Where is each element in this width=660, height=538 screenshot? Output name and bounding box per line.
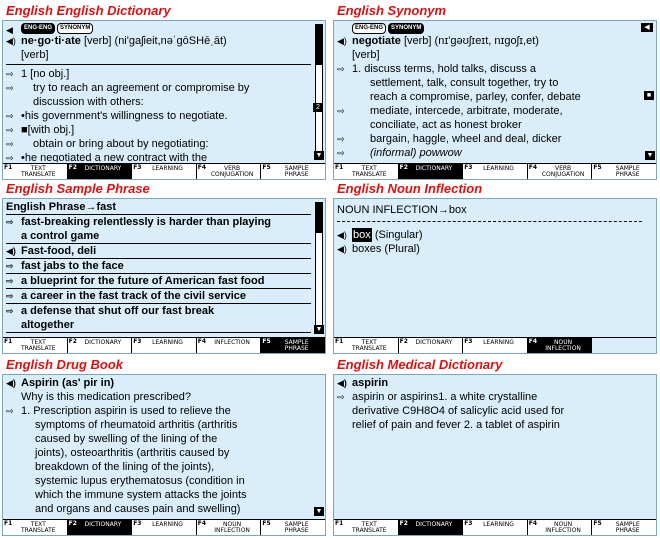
fkey-dictionary[interactable]: F2 DICTIONARY — [399, 164, 464, 179]
scrollbar[interactable] — [315, 24, 323, 159]
fkey-empty — [592, 338, 656, 353]
medical-headword: aspirin — [352, 377, 389, 389]
medical-line: relief of pain and fever 2. a tablet of aspirin — [352, 419, 560, 431]
plural-label: (Plural) — [384, 243, 420, 255]
sub-pos: [verb] — [352, 49, 380, 61]
drug-line: and organs and causes pain and swelling) — [35, 503, 241, 515]
part-of-speech: [verb] — [83, 35, 112, 47]
fkey-learning[interactable]: F3 LEARNING — [132, 520, 197, 535]
drug-line: joints), osteoarthritis (arthritis caused by — [35, 447, 230, 459]
pronunciation: (nɪ'gəʊʃɪeɪt, nɪgoʃɪ,et) — [434, 35, 539, 47]
singular-word[interactable]: box — [353, 229, 371, 241]
synonym-line: reach a compromise, parley, confer, debate — [370, 91, 581, 103]
drug-line: caused by swelling of the lining of the — [35, 433, 218, 445]
def-line: obtain or bring about by negotiating: — [33, 138, 209, 150]
read-icon[interactable]: ⇨ — [6, 153, 14, 162]
fkey-learning[interactable]: F3 LEARNING — [463, 164, 528, 179]
def-line: discussion with others: — [33, 96, 144, 108]
example-line: he negotiated a new contract with the — [24, 152, 208, 162]
read-icon[interactable]: ⇨ — [6, 291, 14, 301]
speaker-icon[interactable]: ◀) — [6, 378, 16, 388]
device-screen — [2, 198, 326, 354]
synonym-line: mediate, intercede, arbitrate, moderate, — [370, 105, 563, 117]
read-icon[interactable]: ⇨ — [337, 64, 345, 74]
phrase-item[interactable]: a blueprint for the future of American fast food — [21, 275, 265, 287]
speaker-icon[interactable]: ◀) — [6, 246, 16, 256]
fkey-learning[interactable]: F3 LEARNING — [463, 338, 528, 353]
fkey-learning[interactable]: F3 LEARNING — [132, 338, 197, 353]
synonym-line: settlement, talk, consult together, try to — [370, 77, 559, 89]
back-icon[interactable]: ◀ — [6, 25, 13, 35]
panel-english-synonym — [333, 2, 657, 180]
phrase-item[interactable]: a control game — [21, 230, 100, 242]
synonym-line: 1. discuss terms, hold talks, discuss a — [352, 63, 537, 75]
drug-headword: Aspirin (as' pir in) — [21, 377, 115, 389]
read-icon[interactable]: ⇨ — [6, 261, 14, 271]
function-key-bar — [334, 519, 656, 535]
drug-question: Why is this medication prescribed? — [21, 391, 191, 403]
part-of-speech: [verb] — [403, 35, 432, 47]
phrase-item[interactable]: fast jabs to the face — [21, 260, 124, 272]
def-line: [with obj.] — [27, 124, 75, 136]
speaker-icon[interactable]: ◀) — [6, 36, 16, 46]
scroll-down-icon[interactable]: ▼ — [315, 152, 323, 159]
scroll-down-icon[interactable]: ▼ — [315, 508, 323, 515]
speaker-icon[interactable]: ◀) — [337, 378, 347, 388]
device-screen — [333, 198, 657, 354]
headword: ne·go·ti·ate — [21, 35, 81, 47]
panel-english-medical-dictionary — [333, 356, 657, 536]
read-icon[interactable]: ⇨ — [337, 134, 345, 144]
panel-english-drug-book — [2, 356, 326, 536]
fkey-dictionary[interactable]: F2 DICTIONARY — [399, 520, 464, 535]
fkey-noun-inflection[interactable]: F4 NOUN INFLECTION — [197, 520, 262, 535]
panel-english-noun-inflection — [333, 180, 657, 354]
read-icon[interactable]: ⇨ — [337, 148, 345, 158]
panel-title: English Noun Inflection — [337, 181, 483, 196]
function-key-bar — [334, 337, 656, 353]
inflection-header: NOUN INFLECTION→box — [337, 204, 467, 216]
fkey-noun-inflection[interactable]: F4 NOUN INFLECTION — [528, 338, 593, 353]
fkey-sample-phrase[interactable]: F5 SAMPLE PHRASE — [593, 164, 640, 178]
read-icon[interactable]: ⇨ — [6, 111, 14, 121]
read-icon[interactable]: ⇨ — [6, 276, 14, 286]
scrollbar[interactable] — [315, 202, 323, 333]
fkey-dictionary[interactable]: F2 DICTIONARY — [68, 520, 133, 535]
device-screen: ◀ ENG-ENG SYNONYM ◀) ne·go·ti·ate [verb] (ni'gaʃieit,nəˈgōSHēˌāt) [verb] ⇨ 1 [no obj.] ⇨ try to reach an agreement or compromise by discussion with others: ⇨ • his government's willingness to negotiate. ⇨ ■ [with obj.] ⇨ obtain or bring about by negotiating: ⇨ • he negotiated a new contract with the 2 ▼ F1 TEXT TRANSLATE F2 DICTIONARY F3 LEARNING F4 VERB CONJUGATION F5 SAMPLE PHRASE — [2, 20, 326, 180]
fkey-sample-phrase[interactable]: F5 SAMPLE PHRASE — [262, 164, 309, 178]
panel-title: English Sample Phrase — [6, 181, 150, 196]
fkey-sample-phrase[interactable]: F5 SAMPLE PHRASE — [262, 520, 309, 534]
read-icon[interactable]: ⇨ — [6, 306, 14, 316]
plural-word[interactable]: boxes — [352, 243, 382, 255]
read-icon[interactable]: ⇨ — [6, 125, 14, 135]
function-key-bar — [3, 519, 325, 535]
fkey-text-translate[interactable]: F1 TEXT TRANSLATE — [3, 338, 68, 353]
fkey-verb-conjugation[interactable]: F4 VERB CONJUGATION — [197, 164, 262, 179]
panel-title: English Synonym — [337, 3, 447, 18]
fkey-noun-inflection[interactable]: F4 NOUN INFLECTION — [528, 520, 593, 535]
drug-line: which the immune system attacks the joints — [35, 489, 247, 501]
device-screen — [333, 374, 657, 536]
drug-line: breakdown of the lining of the joints), — [35, 461, 215, 473]
phrase-item[interactable]: fast-breaking relentlessly is harder than playing — [21, 216, 272, 228]
speaker-icon[interactable]: ◀) — [337, 230, 347, 240]
fkey-verb-conjugation[interactable]: F4 VERB CONJUGATION — [528, 164, 593, 179]
tab-synonym[interactable]: SYNONYM — [57, 23, 93, 34]
read-icon[interactable]: ⇨ — [6, 69, 14, 79]
pronunciation: (ni'gaʃieit,nəˈgōSHēˌāt) — [114, 35, 227, 47]
tag-icon[interactable]: ■ — [644, 91, 654, 100]
fkey-text-translate[interactable]: F1 TEXT TRANSLATE — [334, 164, 399, 179]
drug-line: symptoms of rheumatoid arthritis (arthritis — [35, 419, 238, 431]
phrase-header: English Phrase→fast — [6, 200, 311, 215]
phrase-item[interactable]: a career in the fast track of the civil service — [21, 290, 247, 302]
fkey-dictionary[interactable]: F2 DICTIONARY — [68, 164, 133, 179]
synonym-line: bargain, haggle, wheel and deal, dicker — [370, 133, 562, 145]
function-key-bar — [3, 337, 325, 353]
fkey-dictionary[interactable]: F2 DICTIONARY — [399, 338, 464, 353]
tab-synonym[interactable]: SYNONYM — [388, 23, 424, 34]
function-key-bar — [3, 163, 325, 179]
scroll-down-icon[interactable]: ▼ — [315, 326, 323, 333]
example-line: his government's willingness to negotiate. — [24, 110, 228, 122]
panel-title: English Medical Dictionary — [337, 357, 503, 372]
medical-line: aspirin or aspirins1. a white crystalline — [352, 391, 538, 403]
device-screen — [2, 374, 326, 536]
singular-label: (Singular) — [374, 229, 423, 241]
fkey-learning[interactable]: F3 LEARNING — [463, 520, 528, 535]
read-icon[interactable]: ⇨ — [6, 406, 14, 416]
def-line: 1 [no obj.] — [21, 68, 70, 80]
scroll-down-icon[interactable]: ▼ — [646, 152, 654, 159]
back-arrow-icon[interactable]: ◀ — [641, 23, 653, 32]
read-icon[interactable]: ⇨ — [6, 83, 14, 93]
synonym-line: (informal) powwow — [370, 147, 462, 159]
device-screen — [333, 20, 657, 180]
function-key-bar — [334, 163, 656, 179]
tab-eng-eng[interactable]: ENG-ENG — [352, 23, 386, 34]
phrase-item[interactable]: altogether — [21, 319, 75, 331]
panel-title: English Drug Book — [6, 357, 123, 372]
phrase-item[interactable]: a defense that shut off our fast break — [21, 305, 215, 317]
panel-title: English English Dictionary — [6, 3, 171, 18]
sub-pos: [verb] — [21, 49, 49, 61]
fkey-text-translate[interactable]: F1 TEXT TRANSLATE — [334, 520, 399, 535]
fkey-dictionary[interactable]: F2 DICTIONARY — [68, 338, 133, 353]
panel-english-sample-phrase — [2, 180, 326, 354]
read-icon[interactable]: ⇨ — [337, 106, 345, 116]
read-icon[interactable]: ⇨ — [6, 217, 14, 227]
fkey-text-translate[interactable]: F1 TEXT TRANSLATE — [3, 164, 68, 179]
headword: negotiate — [352, 35, 401, 47]
speaker-icon[interactable]: ◀) — [337, 36, 347, 46]
fkey-text-translate[interactable]: F1 TEXT TRANSLATE — [3, 520, 68, 535]
speaker-icon[interactable]: ◀) — [337, 244, 347, 254]
synonym-line: conciliate, act as honest broker — [370, 119, 522, 131]
drug-line: 1. Prescription aspirin is used to relieve the — [21, 405, 231, 417]
fkey-text-translate[interactable]: F1 TEXT TRANSLATE — [334, 338, 399, 353]
panel-english-dictionary — [2, 2, 326, 180]
read-icon[interactable]: ⇨ — [337, 392, 345, 402]
fkey-sample-phrase[interactable]: F5 SAMPLE PHRASE — [593, 520, 640, 534]
page-icon[interactable]: 2 — [313, 103, 323, 112]
def-line: try to reach an agreement or compromise by — [33, 82, 250, 94]
fkey-inflection[interactable]: F4 INFLECTION — [197, 338, 262, 353]
medical-line: derivative C9H8O4 of salicylic acid used for — [352, 405, 565, 417]
tab-eng-eng[interactable]: ENG-ENG — [21, 23, 55, 34]
fkey-learning[interactable]: F3 LEARNING — [132, 164, 197, 179]
read-icon[interactable]: ⇨ — [6, 139, 14, 149]
fkey-sample-phrase[interactable]: F5 SAMPLE PHRASE — [261, 338, 325, 353]
drug-line: systemic lupus erythematosus (condition in — [35, 475, 245, 487]
phrase-item[interactable]: Fast-food, deli — [21, 245, 97, 257]
